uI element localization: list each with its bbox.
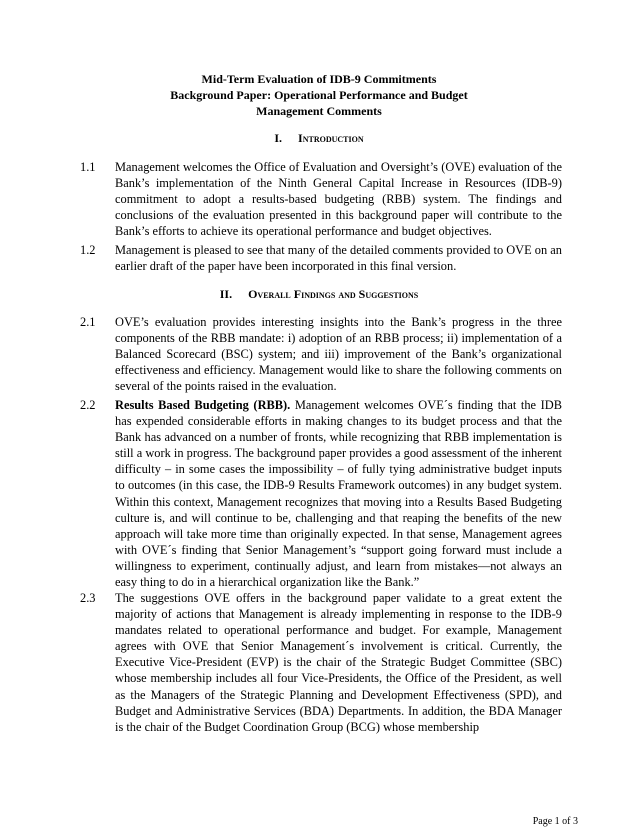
paragraph-2-2 [115,397,562,590]
paragraph-number: 1.1 [80,160,96,174]
paragraph-number: 2.2 [80,398,96,412]
doc-title-line2: Background Paper: Operational Performance and Budget [170,88,468,102]
section-number: I. [274,131,283,145]
doc-title-line1: Mid-Term Evaluation of IDB-9 Commitments [201,72,437,86]
paragraph-2-3: The suggestions OVE offers in the background paper validate to a great extent the majority of actions that Management is already implementing in response to the IDB-9 mandates related to operational performance and budget. For example, Management agrees with OVE that Senior Management´s involvement is critical. Currently, the Executive Vice-President (EVP) is the chair of the Strategic Budget Committee (SBC) whose membership includes all four Vice-Presidents, the Office of the President, as well as the Managers of the Strategic Planning and Development Effectiveness (SPD), and Budget and Administrative Services (BDA) Departments. In addition, the BDA Manager is the chair of the Budget Coordination Group (BCG) whose membership [115,591,562,734]
paragraph-2-1: OVE’s evaluation provides interesting insights into the Bank’s progress in the three components of the RBB mandate: i) adoption of an RBB process; ii) implementation of a Balanced Scorecard (BSC) system; and iii) improvement of the Bank’s organizational effectiveness and efficiency. Management would like to share the following comments on several of the points raised in the evaluation. [115,315,562,394]
section-heading-findings [0,287,638,301]
section-number: II. [219,287,233,301]
paragraph-number: 2.3 [80,591,96,605]
paragraph-1-2: Management is pleased to see that many of the detailed comments provided to OVE on an earlier draft of the paper have been incorporated in this final version. [115,243,562,274]
page-number: Page 1 of 3 [532,816,578,827]
paragraph-1-1: Management welcomes the Office of Evaluation and Oversight’s (OVE) evaluation of the Bank’s implementation of the Ninth General Capital Increase in Resources (IDB-9) commitment to adopt a results-based budgeting (RBB) system. The findings and conclusions of the evaluation presented in this background paper will contribute to the Bank’s efforts to achieve its operational performance and budget objectives. [115,160,562,239]
paragraph-lead: Results Based Budgeting (RBB). [115,398,291,412]
section-title: Overall Findings and Suggestions [248,287,419,301]
section-title: Introduction [298,131,364,145]
paragraph-body: Management welcomes OVE´s finding that the IDB has expended considerable efforts in making changes to its budget process and that the Bank has advanced on a number of fronts, while recognizing that RBB implementation is still a work in progress. The background paper provides a good assessment of the inherent difficulty – in some cases the impossibility – of fully tying administrative budget inputs to outcomes (in this case, the IDB-9 Results Framework outcomes) in any budget system. Within this context, Management recognizes that moving into a Results Based Budgeting culture is, and will continue to be, challenging and that reaping the benefits of the new approach will take more time than originally expected. In that sense, Management agrees with OVE´s finding that Senior Management’s “support going forward must include a willingness to experiment, continually adjust, and learn from mistakes—not always an easy thing to do in a hierarchical organization like the Bank.” [115,398,562,590]
paragraph-number: 1.2 [80,243,96,257]
doc-title-line3: Management Comments [256,104,382,118]
section-heading-introduction [0,131,638,145]
paragraph-number: 2.1 [80,315,96,329]
